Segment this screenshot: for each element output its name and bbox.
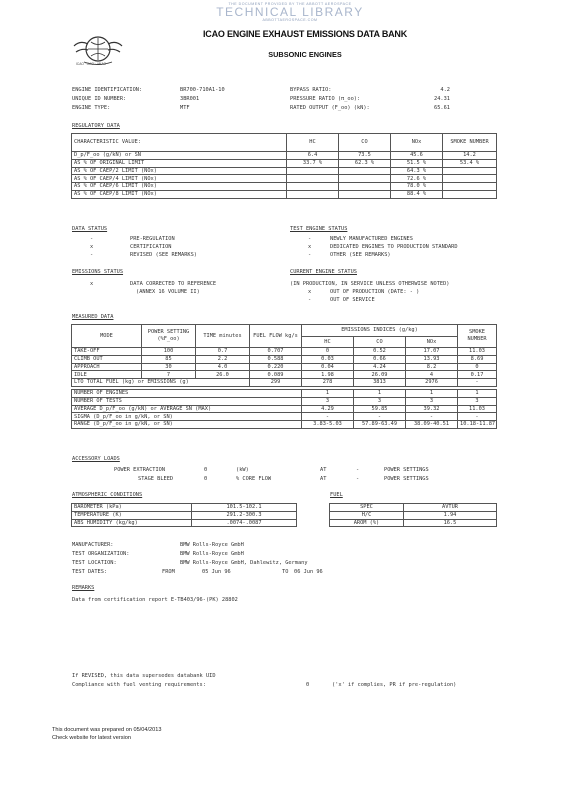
regulatory-row [72,152,497,160]
accessory-value: 0 [204,476,208,482]
test-dates-label: TEST DATES: [72,569,108,575]
regulatory-cell: 62.3 % [339,159,391,167]
measured-stat-label: AVERAGE D_p/F_oo (g/kN) or AVERAGE SN (MAX) [72,405,302,413]
measured-cell: 8.69 [458,355,497,363]
current-engine-item: OUT OF PRODUCTION (DATE: - ) [330,289,420,295]
pressure-label: PRESSURE RATIO (π_oo): [290,96,361,102]
test-dates-to-value: 06 Jun 96 [294,569,323,575]
measured-stat-label: NUMBER OF ENGINES [72,389,302,397]
bypass-value: 4.2 [440,87,450,93]
regulatory-row [72,175,497,183]
atmospheric-label: BAROMETER (kPa) [72,504,192,512]
measured-stat-cell: 3.83-5.03 [302,421,354,429]
measured-cell: 0.66 [354,355,406,363]
data-status-item: REVISED (SEE REMARKS) [130,252,197,258]
accessory-at: AT [320,467,327,473]
measured-cell: 85 [142,355,196,363]
regulatory-row [72,190,497,198]
regulatory-row [72,183,497,191]
measured-header-cell: SMOKE NUMBER [458,325,497,348]
measured-cell: 17.07 [406,348,458,356]
uid-value: 3BR001 [180,96,200,102]
pressure-value: 24.31 [434,96,450,102]
regulatory-row [72,159,497,167]
regulatory-cell: 78.0 % [391,183,443,191]
regulatory-header-cell: CHARACTERISTIC VALUE: [72,134,287,152]
regulatory-table [71,133,497,199]
measured-cell: 0.588 [250,355,302,363]
test-engine-mark: - [308,252,312,258]
watermark-top-text: THE DOCUMENT PROVIDED BY THE ABBOTT AEROSPACE [228,2,352,6]
test-dates-from-label: FROM [162,569,175,575]
test-engine-item: DEDICATED ENGINES TO PRODUCTION STANDARD [330,244,458,250]
logo-caption: ICAO · OACI · ИКАО [76,62,106,66]
regulatory-cell: 6.4 [287,152,339,160]
regulatory-header-row [72,134,497,152]
measured-cell: 26.09 [354,371,406,379]
measured-stat-cell: 1 [406,389,458,397]
watermark-title: TECHNICAL LIBRARY [216,5,364,19]
emissions-status-line2: (ANNEX 16 VOLUME II) [136,289,200,295]
accessory-dash: - [356,467,360,473]
regulatory-cell [443,183,497,191]
fuel-table [329,503,497,527]
measured-stat-cell: 3 [458,397,497,405]
test-location-value: BMW Rolls-Royce GmbH, Dahlewitz, Germany [180,560,308,566]
atmospheric-label: ABS HUMIDITY (kg/kg) [72,519,192,527]
engine-id-label: ENGINE IDENTIFICATION: [72,87,143,93]
prepared-note: This document was prepared on 05/04/2013 [52,727,162,733]
regulatory-cell: 33.7 % [287,159,339,167]
measured-stat-row [72,413,497,421]
regulatory-cell [339,167,391,175]
measured-lto-row [72,379,497,387]
accessory-unit: (kW) [236,467,249,473]
measured-stat-cell: 1 [302,389,354,397]
measured-stat-cell: - [354,413,406,421]
accessory-at: AT [320,476,327,482]
measured-lto-label: LTO TOTAL FUEL (kg) or EMISSIONS (g) [72,379,250,387]
measured-cell: 0.03 [302,355,354,363]
measured-cell: 0.220 [250,363,302,371]
fuel-row [330,504,497,512]
atmospheric-row [72,519,297,527]
measured-stat-cell: 59.85 [354,405,406,413]
measured-stat-cell: 57.89-63.49 [354,421,406,429]
fuel-value: 16.5 [404,519,497,527]
regulatory-cell [287,175,339,183]
fuel-title: FUEL [330,492,343,498]
measured-mode-row [72,355,497,363]
icao-logo [70,34,126,68]
emissions-status-title: EMISSIONS STATUS [72,269,124,275]
data-status-mark: - [90,252,94,258]
current-engine-mark: - [308,297,312,303]
regulatory-cell: 72.6 % [391,175,443,183]
regulatory-cell: 88.4 % [391,190,443,198]
measured-cell: 4 [406,371,458,379]
measured-stat-cell: - [302,413,354,421]
remarks-title: REMARKS [72,585,95,591]
measured-stat-cell: 3 [354,397,406,405]
measured-lto-cell: 299 [250,379,302,387]
current-engine-item: OUT OF SERVICE [330,297,375,303]
measured-cell: CLIMB OUT [72,355,142,363]
atmospheric-value: 101.5-102.1 [192,504,297,512]
measured-stat-label: RANGE (D_p/F_oo in g/kN, or SN) [72,421,302,429]
measured-cell: 0.52 [354,348,406,356]
test-engine-mark: - [308,236,312,242]
measured-cell: 0.089 [250,371,302,379]
measured-stat-cell: 3 [406,397,458,405]
measured-cell: 26.0 [196,371,250,379]
fuel-label: SPEC [330,504,404,512]
measured-lto-cell: 3813 [354,379,406,387]
accessory-value: 0 [204,467,208,473]
measured-cell: 4.0 [196,363,250,371]
measured-title: MEASURED DATA [72,314,114,320]
page-title: ICAO ENGINE EXHAUST EMISSIONS DATA BANK [202,29,408,39]
measured-cell: 4.24 [354,363,406,371]
regulatory-cell: 45.6 [391,152,443,160]
measured-cell: 11.03 [458,348,497,356]
test-dates-to-label: TO [282,569,289,575]
test-organization-label: TEST ORGANIZATION: [72,551,130,557]
measured-stat-cell: 4.29 [302,405,354,413]
atmospheric-table [71,503,297,527]
fuel-row [330,519,497,527]
measured-mode-row [72,348,497,356]
measured-cell: 7 [142,371,196,379]
measured-cell: 0 [302,348,354,356]
regulatory-cell [443,190,497,198]
measured-header-cell: TIME minutes [196,325,250,348]
measured-subheader-cell: HC [302,336,354,348]
measured-cell: IDLE [72,371,142,379]
measured-stat-cell: 11.03 [458,405,497,413]
measured-stat-cell: - [406,413,458,421]
fuel-value: AVTUR [404,504,497,512]
fuel-row [330,511,497,519]
compliance-note: ('x' if complies, PR if pre-regulation) [332,682,457,688]
atmospheric-row [72,504,297,512]
atmospheric-value: .0074-.0087 [192,519,297,527]
test-engine-item: OTHER (SEE REMARKS) [330,252,391,258]
measured-lto-cell: 278 [302,379,354,387]
regulatory-cell: AS % OF CAEP/4 LIMIT (NOx) [72,175,287,183]
regulatory-cell [339,190,391,198]
measured-cell: 0.707 [250,348,302,356]
accessory-dash: - [356,476,360,482]
test-engine-item: NEWLY MANUFACTURED ENGINES [330,236,413,242]
accessory-label: POWER EXTRACTION [114,467,166,473]
regulatory-cell: 73.5 [339,152,391,160]
data-status-title: DATA STATUS [72,226,108,232]
measured-table [71,324,497,429]
engine-type-label: ENGINE TYPE: [72,105,111,111]
fuel-label: H/C [330,511,404,519]
measured-stat-label: NUMBER OF TESTS [72,397,302,405]
engine-type-value: MTF [180,105,190,111]
measured-stat-cell: 3 [302,397,354,405]
manufacturer-value: BMW Rolls-Royce GmbH [180,542,244,548]
measured-header-cell: EMISSIONS INDICES (g/kg) [302,325,458,337]
current-engine-mark: x [308,289,312,295]
regulatory-cell [443,167,497,175]
page-subtitle: SUBSONIC ENGINES [268,50,342,59]
regulatory-cell: 64.3 % [391,167,443,175]
measured-stat-cell: 39.32 [406,405,458,413]
measured-header-row [72,325,497,337]
measured-stat-row [72,389,497,397]
accessory-setting: POWER SETTINGS [384,467,429,473]
check-website-note: Check website for latest version [52,735,131,741]
regulatory-cell [287,167,339,175]
uid-label: UNIQUE ID NUMBER: [72,96,127,102]
measured-lto-cell: - [458,379,497,387]
revised-line: If REVISED, this data supersedes databank UID [72,673,216,679]
regulatory-cell [339,175,391,183]
measured-stat-row [72,421,497,429]
data-status-mark: - [90,236,94,242]
data-status-item: PRE-REGULATION [130,236,175,242]
regulatory-cell [287,183,339,191]
remarks-text: Data from certification report E-TB403/96-(PK) 28802 [72,597,238,603]
test-organization-value: BMW Rolls-Royce GmbH [180,551,244,557]
measured-stat-cell: - [458,413,497,421]
regulatory-cell: AS % OF ORIGINAL LIMIT [72,159,287,167]
measured-cell: 8.2 [406,363,458,371]
measured-cell: 100 [142,348,196,356]
accessory-title: ACCESSORY LOADS [72,456,120,462]
output-label: RATED OUTPUT (F_oo) (kN): [290,105,370,111]
watermark [200,2,380,22]
accessory-label: STAGE BLEED [138,476,174,482]
measured-stat-row [72,405,497,413]
measured-header-cell: POWER SETTING (%F_oo) [142,325,196,348]
test-engine-mark: x [308,244,312,250]
regulatory-cell: 53.4 % [443,159,497,167]
compliance-label: Compliance with fuel venting requirements: [72,682,206,688]
measured-stat-cell: 38.09-40.51 [406,421,458,429]
measured-stat-cell: 1 [354,389,406,397]
measured-stat-label: SIGMA (D_p/F_oo in g/kN, or SN) [72,413,302,421]
measured-stat-row [72,397,497,405]
accessory-unit: % CORE FLOW [236,476,272,482]
watermark-url: ABBOTTAEROSPACE.COM [262,18,318,22]
measured-cell: 0 [458,363,497,371]
regulatory-cell: AS % OF CAEP/2 LIMIT (NOx) [72,167,287,175]
current-engine-status-intro: (IN PRODUCTION, IN SERVICE UNLESS OTHERWISE NOTED) [290,281,450,287]
regulatory-cell: D_p/F_oo (g/kN) or SN [72,152,287,160]
regulatory-title: REGULATORY DATA [72,123,120,129]
measured-cell: 0.7 [196,348,250,356]
measured-cell: APPROACH [72,363,142,371]
measured-mode-row [72,371,497,379]
fuel-label: AROM (%) [330,519,404,527]
test-location-label: TEST LOCATION: [72,560,117,566]
measured-cell: TAKE-OFF [72,348,142,356]
measured-cell: 13.93 [406,355,458,363]
regulatory-cell [339,183,391,191]
test-engine-status-title: TEST ENGINE STATUS [290,226,348,232]
fuel-value: 1.94 [404,511,497,519]
engine-id-value: BR700-710A1-10 [180,87,225,93]
compliance-value: 0 [306,682,310,688]
measured-subheader-cell: NOx [406,336,458,348]
regulatory-header-cell: SMOKE NUMBER [443,134,497,152]
data-status-item: CERTIFICATION [130,244,172,250]
measured-header-cell: FUEL FLOW kg/s [250,325,302,348]
measured-cell: 30 [142,363,196,371]
regulatory-cell: 14.2 [443,152,497,160]
emissions-status-line1: DATA CORRECTED TO REFERENCE [130,281,217,287]
manufacturer-label: MANUFACTURER: [72,542,114,548]
regulatory-header-cell: HC [287,134,339,152]
regulatory-cell: AS % OF CAEP/6 LIMIT (NOx) [72,183,287,191]
regulatory-header-cell: CO [339,134,391,152]
measured-cell: 0.04 [302,363,354,371]
measured-cell: 2.2 [196,355,250,363]
regulatory-cell [287,190,339,198]
measured-lto-cell: 2976 [406,379,458,387]
measured-mode-row [72,363,497,371]
measured-cell: 0.17 [458,371,497,379]
measured-stat-cell: 1 [458,389,497,397]
atmospheric-title: ATMOSPHERIC CONDITIONS [72,492,143,498]
atmospheric-row [72,511,297,519]
regulatory-cell [443,175,497,183]
regulatory-row [72,167,497,175]
bypass-label: BYPASS RATIO: [290,87,332,93]
regulatory-cell: AS % OF CAEP/8 LIMIT (NOx) [72,190,287,198]
accessory-setting: POWER SETTINGS [384,476,429,482]
regulatory-cell: 51.5 % [391,159,443,167]
emissions-status-mark: x [90,281,94,287]
current-engine-status-title: CURRENT ENGINE STATUS [290,269,357,275]
test-dates-from-value: 05 Jun 96 [202,569,231,575]
measured-subheader-cell: CO [354,336,406,348]
atmospheric-label: TEMPERATURE (K) [72,511,192,519]
data-status-mark: x [90,244,94,250]
measured-cell: 1.98 [302,371,354,379]
measured-stat-cell: 10.18-11.87 [458,421,497,429]
measured-header-cell: MODE [72,325,142,348]
regulatory-header-cell: NOx [391,134,443,152]
output-value: 65.61 [434,105,450,111]
atmospheric-value: 291.2-300.3 [192,511,297,519]
